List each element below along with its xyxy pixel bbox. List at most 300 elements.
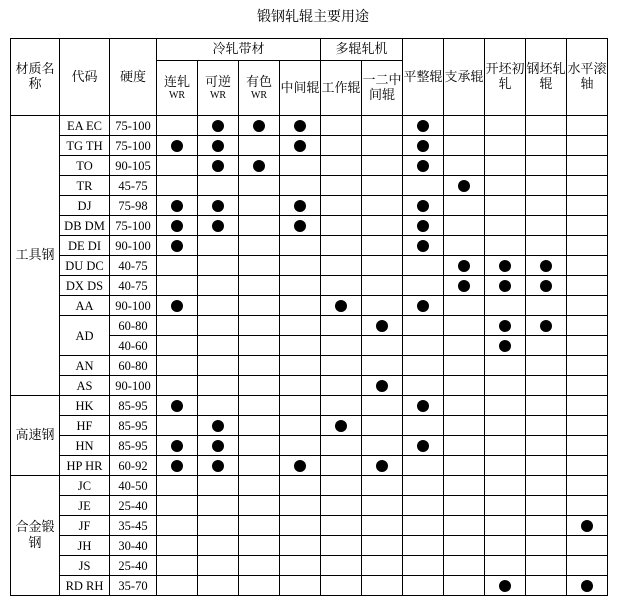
usage-cell (362, 236, 403, 256)
usage-cell (526, 356, 567, 376)
usage-cell (280, 156, 321, 176)
table-row (11, 476, 608, 496)
usage-cell (362, 296, 403, 316)
hardness-cell: 60-80 (110, 356, 157, 376)
usage-cell (239, 276, 280, 296)
usage-cell (157, 396, 198, 416)
usage-cell (526, 476, 567, 496)
usage-cell (485, 296, 526, 316)
usage-cell (239, 116, 280, 136)
usage-cell (198, 256, 239, 276)
usage-cell (403, 336, 444, 356)
usage-cell (403, 116, 444, 136)
usage-cell (526, 496, 567, 516)
usage-cell (403, 576, 444, 596)
usage-cell (362, 256, 403, 276)
hardness-cell: 40-75 (110, 276, 157, 296)
usage-cell (403, 216, 444, 236)
filled-circle-icon (294, 120, 306, 132)
usage-cell (567, 276, 608, 296)
usage-cell (157, 336, 198, 356)
hardness-cell: 90-100 (110, 296, 157, 316)
hardness-cell: 60-92 (110, 456, 157, 476)
usage-cell (321, 356, 362, 376)
usage-cell (198, 136, 239, 156)
filled-circle-icon (253, 120, 265, 132)
table-row (11, 176, 608, 196)
material-group-cell: 合金锻钢 (11, 476, 60, 596)
filled-circle-icon (171, 140, 183, 152)
filled-circle-icon (294, 140, 306, 152)
header-col-11: 水平滚轴 (567, 39, 608, 116)
usage-cell (321, 256, 362, 276)
filled-circle-icon (376, 320, 388, 332)
usage-cell (526, 556, 567, 576)
usage-cell (444, 336, 485, 356)
hardness-cell: 25-40 (110, 496, 157, 516)
usage-cell (567, 536, 608, 556)
table-row (11, 356, 608, 376)
usage-cell (567, 116, 608, 136)
table-row (11, 576, 608, 596)
usage-cell (485, 376, 526, 396)
usage-cell (567, 576, 608, 596)
filled-circle-icon (540, 320, 552, 332)
usage-cell (526, 216, 567, 236)
code-cell: DJ (60, 196, 110, 216)
usage-cell (321, 276, 362, 296)
header-group-multi-roll: 多辊轧机 (321, 39, 403, 61)
usage-cell (444, 136, 485, 156)
usage-cell (362, 216, 403, 236)
filled-circle-icon (417, 220, 429, 232)
usage-cell (321, 296, 362, 316)
usage-cell (239, 156, 280, 176)
usage-cell (321, 496, 362, 516)
usage-cell (321, 336, 362, 356)
header-col-2: 可逆 WR (198, 61, 239, 116)
usage-cell (444, 156, 485, 176)
usage-cell (362, 116, 403, 136)
usage-cell (280, 376, 321, 396)
usage-cell (239, 396, 280, 416)
usage-cell (362, 476, 403, 496)
usage-cell (321, 216, 362, 236)
code-cell: HP HR (60, 456, 110, 476)
filled-circle-icon (171, 240, 183, 252)
hardness-cell: 75-98 (110, 196, 157, 216)
usage-cell (526, 436, 567, 456)
header-col-7: 平整辊 (403, 39, 444, 116)
filled-circle-icon (171, 440, 183, 452)
filled-circle-icon (499, 280, 511, 292)
usage-cell (239, 336, 280, 356)
usage-cell (321, 516, 362, 536)
usage-cell (485, 156, 526, 176)
code-cell: JF (60, 516, 110, 536)
table-row (11, 116, 608, 136)
usage-cell (239, 376, 280, 396)
usage-cell (157, 116, 198, 136)
usage-cell (157, 136, 198, 156)
code-cell: HK (60, 396, 110, 416)
usage-cell (198, 436, 239, 456)
usage-cell (280, 396, 321, 416)
usage-cell (403, 296, 444, 316)
filled-circle-icon (417, 440, 429, 452)
code-cell: AD (60, 316, 110, 356)
header-col-4: 中间辊 (280, 61, 321, 116)
usage-cell (157, 536, 198, 556)
filled-circle-icon (499, 340, 511, 352)
hardness-cell: 35-70 (110, 576, 157, 596)
filled-circle-icon (458, 260, 470, 272)
usage-cell (239, 216, 280, 236)
usage-cell (444, 376, 485, 396)
table-row (11, 536, 608, 556)
usage-cell (485, 456, 526, 476)
usage-cell (280, 356, 321, 376)
table-row (11, 436, 608, 456)
hardness-cell: 25-40 (110, 556, 157, 576)
filled-circle-icon (499, 580, 511, 592)
header-col-8: 支承辊 (444, 39, 485, 116)
usage-cell (280, 556, 321, 576)
usage-cell (321, 116, 362, 136)
filled-circle-icon (376, 380, 388, 392)
usage-cell (444, 396, 485, 416)
usage-cell (403, 136, 444, 156)
usage-cell (485, 516, 526, 536)
usage-cell (280, 316, 321, 336)
header-col-1: 连轧 WR (157, 61, 198, 116)
filled-circle-icon (294, 220, 306, 232)
usage-cell (239, 316, 280, 336)
usage-cell (567, 396, 608, 416)
usage-cell (362, 456, 403, 476)
usage-cell (239, 296, 280, 316)
hardness-cell: 40-50 (110, 476, 157, 496)
usage-cell (157, 316, 198, 336)
usage-cell (403, 316, 444, 336)
usage-cell (362, 156, 403, 176)
usage-cell (526, 116, 567, 136)
usage-cell (403, 256, 444, 276)
usage-cell (280, 536, 321, 556)
table-row (11, 456, 608, 476)
table-row (11, 376, 608, 396)
usage-cell (321, 436, 362, 456)
usage-cell (157, 296, 198, 316)
usage-cell (444, 576, 485, 596)
table-row (11, 296, 608, 316)
usage-cell (321, 376, 362, 396)
usage-cell (239, 436, 280, 456)
filled-circle-icon (417, 400, 429, 412)
hardness-cell: 75-100 (110, 116, 157, 136)
usage-cell (403, 536, 444, 556)
header-col-9: 开坯初轧 (485, 39, 526, 116)
usage-cell (239, 416, 280, 436)
code-cell: DU DC (60, 256, 110, 276)
usage-cell (485, 236, 526, 256)
usage-cell (444, 456, 485, 476)
material-group-cell: 工具钢 (11, 116, 60, 396)
hardness-cell: 85-95 (110, 436, 157, 456)
usage-cell (567, 216, 608, 236)
usage-cell (567, 416, 608, 436)
usage-cell (198, 416, 239, 436)
usage-cell (444, 216, 485, 236)
usage-cell (280, 456, 321, 476)
header-hardness: 硬度 (110, 39, 157, 116)
usage-cell (157, 376, 198, 396)
usage-cell (485, 136, 526, 156)
usage-cell (485, 396, 526, 416)
usage-cell (526, 136, 567, 156)
usage-cell (444, 196, 485, 216)
usage-cell (403, 396, 444, 416)
usage-cell (403, 276, 444, 296)
usage-cell (444, 416, 485, 436)
usage-cell (567, 336, 608, 356)
usage-cell (403, 496, 444, 516)
usage-cell (198, 516, 239, 536)
usage-cell (239, 456, 280, 476)
hardness-cell: 60-80 (110, 316, 157, 336)
usage-cell (157, 176, 198, 196)
code-cell: RD RH (60, 576, 110, 596)
usage-cell (567, 296, 608, 316)
usage-cell (157, 196, 198, 216)
usage-cell (157, 436, 198, 456)
table-row (11, 156, 608, 176)
filled-circle-icon (253, 160, 265, 172)
filled-circle-icon (417, 200, 429, 212)
usage-cell (198, 496, 239, 516)
usage-cell (280, 136, 321, 156)
usage-cell (485, 556, 526, 576)
code-cell: AA (60, 296, 110, 316)
filled-circle-icon (212, 200, 224, 212)
usage-cell (403, 436, 444, 456)
usage-cell (157, 156, 198, 176)
usage-cell (239, 496, 280, 516)
usage-cell (321, 156, 362, 176)
usage-cell (198, 336, 239, 356)
usage-cell (362, 556, 403, 576)
hardness-cell: 45-75 (110, 176, 157, 196)
usage-cell (485, 436, 526, 456)
usage-cell (526, 336, 567, 356)
filled-circle-icon (417, 120, 429, 132)
filled-circle-icon (212, 120, 224, 132)
code-cell: JE (60, 496, 110, 516)
table-row (11, 136, 608, 156)
hardness-cell: 40-60 (110, 336, 157, 356)
usage-cell (567, 156, 608, 176)
usage-cell (198, 156, 239, 176)
usage-cell (157, 496, 198, 516)
usage-cell (321, 196, 362, 216)
hardness-cell: 85-95 (110, 416, 157, 436)
usage-cell (567, 496, 608, 516)
usage-cell (444, 176, 485, 196)
usage-cell (526, 376, 567, 396)
table-row (11, 196, 608, 216)
usage-cell (403, 356, 444, 376)
usage-cell (444, 436, 485, 456)
usage-cell (280, 436, 321, 456)
usage-cell (485, 116, 526, 136)
filled-circle-icon (540, 260, 552, 272)
usage-cell (157, 576, 198, 596)
usage-cell (403, 556, 444, 576)
usage-cell (198, 216, 239, 236)
table-row (11, 556, 608, 576)
usage-cell (567, 556, 608, 576)
filled-circle-icon (171, 220, 183, 232)
usage-cell (239, 556, 280, 576)
code-cell: AS (60, 376, 110, 396)
usage-cell (321, 236, 362, 256)
usage-cell (239, 176, 280, 196)
filled-circle-icon (171, 200, 183, 212)
usage-cell (403, 416, 444, 436)
filled-circle-icon (499, 320, 511, 332)
usage-cell (485, 416, 526, 436)
table-row (11, 276, 608, 296)
filled-circle-icon (171, 400, 183, 412)
usage-cell (239, 196, 280, 216)
usage-cell (567, 356, 608, 376)
material-group-cell: 高速钢 (11, 396, 60, 476)
usage-cell (198, 236, 239, 256)
filled-circle-icon (417, 140, 429, 152)
usage-cell (485, 176, 526, 196)
table-title: 锻钢轧辊主要用途 (257, 9, 369, 25)
usage-cell (362, 536, 403, 556)
usage-cell (280, 576, 321, 596)
table-row (11, 316, 608, 336)
usage-cell (239, 476, 280, 496)
usage-cell (157, 236, 198, 256)
code-cell: JH (60, 536, 110, 556)
usage-cell (567, 436, 608, 456)
usage-cell (567, 516, 608, 536)
usage-cell (485, 216, 526, 236)
code-cell: TG TH (60, 136, 110, 156)
usage-cell (567, 316, 608, 336)
code-cell: DX DS (60, 276, 110, 296)
usage-cell (321, 316, 362, 336)
usage-cell (198, 376, 239, 396)
usage-cell (526, 176, 567, 196)
usage-cell (321, 416, 362, 436)
usage-cell (280, 196, 321, 216)
usage-cell (567, 236, 608, 256)
table-row (11, 256, 608, 276)
filled-circle-icon (212, 160, 224, 172)
usage-cell (157, 476, 198, 496)
usage-cell (403, 156, 444, 176)
table-row (11, 396, 608, 416)
hardness-cell: 75-100 (110, 216, 157, 236)
usage-cell (526, 196, 567, 216)
usage-cell (485, 476, 526, 496)
hardness-cell: 75-100 (110, 136, 157, 156)
usage-cell (362, 316, 403, 336)
usage-cell (280, 336, 321, 356)
filled-circle-icon (171, 460, 183, 472)
filled-circle-icon (458, 180, 470, 192)
usage-cell (567, 376, 608, 396)
usage-cell (362, 176, 403, 196)
usage-cell (526, 396, 567, 416)
code-cell: HN (60, 436, 110, 456)
usage-cell (526, 416, 567, 436)
usage-cell (485, 536, 526, 556)
code-cell: HF (60, 416, 110, 436)
usage-cell (280, 496, 321, 516)
code-cell: TR (60, 176, 110, 196)
filled-circle-icon (212, 440, 224, 452)
usage-cell (198, 536, 239, 556)
usage-cell (403, 236, 444, 256)
header-material: 材质名称 (11, 39, 60, 116)
usage-cell (321, 396, 362, 416)
usage-cell (567, 476, 608, 496)
filled-circle-icon (294, 200, 306, 212)
hardness-cell: 90-100 (110, 236, 157, 256)
usage-cell (321, 456, 362, 476)
usage-cell (321, 556, 362, 576)
usage-cell (444, 476, 485, 496)
usage-cell (444, 516, 485, 536)
usage-cell (485, 316, 526, 336)
usage-cell (362, 516, 403, 536)
usage-cell (444, 556, 485, 576)
usage-cell (362, 196, 403, 216)
usage-cell (157, 256, 198, 276)
usage-cell (403, 376, 444, 396)
usage-cell (485, 256, 526, 276)
usage-cell (444, 316, 485, 336)
usage-cell (280, 236, 321, 256)
filled-circle-icon (499, 260, 511, 272)
usage-cell (444, 496, 485, 516)
usage-cell (280, 176, 321, 196)
usage-cell (239, 256, 280, 276)
usage-cell (362, 436, 403, 456)
usage-cell (157, 556, 198, 576)
usage-cell (198, 576, 239, 596)
filled-circle-icon (212, 220, 224, 232)
usage-cell (567, 256, 608, 276)
filled-circle-icon (335, 300, 347, 312)
usage-cell (485, 496, 526, 516)
usage-cell (198, 276, 239, 296)
usage-cell (321, 136, 362, 156)
usage-cell (444, 296, 485, 316)
usage-cell (280, 276, 321, 296)
usage-cell (362, 356, 403, 376)
usage-cell (239, 516, 280, 536)
hardness-cell: 30-40 (110, 536, 157, 556)
usage-cell (526, 576, 567, 596)
filled-circle-icon (417, 300, 429, 312)
table-body (11, 116, 608, 596)
